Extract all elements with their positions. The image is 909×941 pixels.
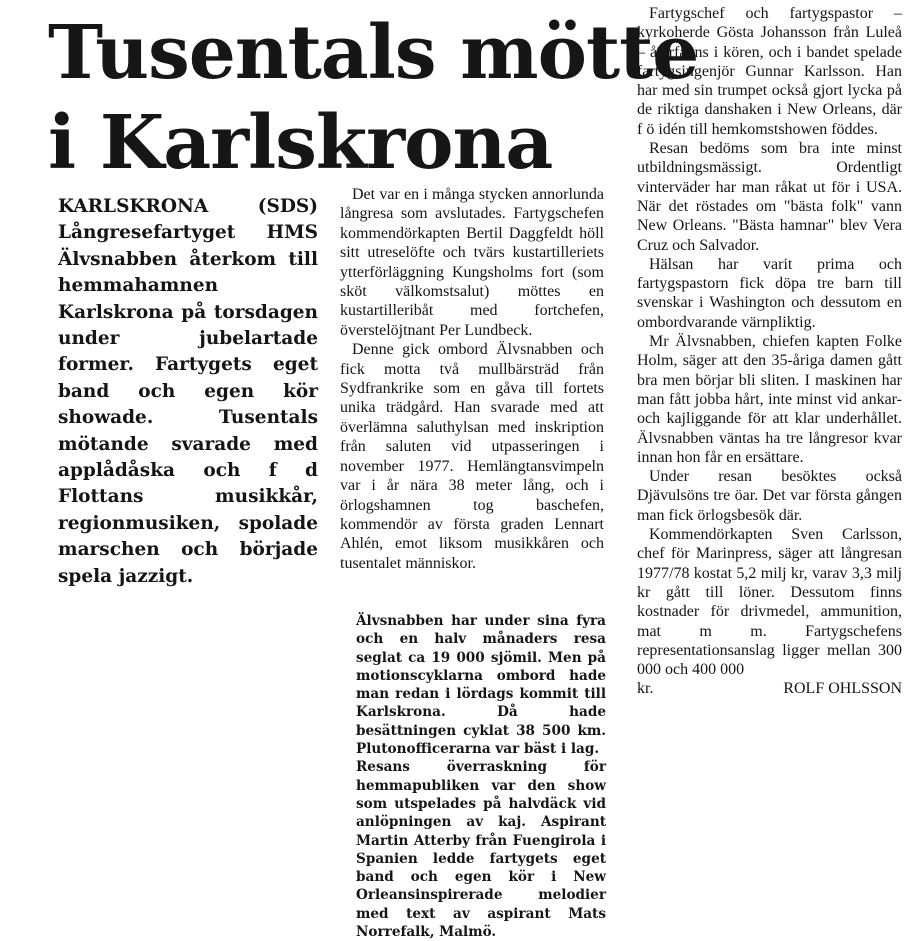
closing-line: [637, 679, 902, 698]
headline-line-2: i Karlskrona: [48, 100, 553, 186]
article-paragraph: Fartygschef och fartygspastor – kyrkoherde Gösta Johansson från Luleå – återfanns i kören, och i bandet spelade fartygsingenjör Gunnar Karlsson. Han har med sin trumpet också gjort lycka på de riktiga danshaken i New Orleans, där f ö idén till hemkomstshowen föddes.: [637, 5, 902, 138]
fact-box-paragraph: Resans överraskning för hemmapubliken var den show som utspelades på halvdäck vid anlöpningen av kaj. Aspirant Martin Atterby från Fuengirola i Spanien ledde fartygets eget band och egen kör i New Orleansinspirerade melodier med text av aspirant Mats Norrefalk, Malmö.: [356, 759, 606, 941]
fact-box: [356, 612, 606, 941]
fact-box-paragraph: Älvsnabben har under sina fyra och en halv månaders resa seglat ca 19 000 sjömil. Men på motionscyklarna ombord hade man redan i lördags kommit till Karlskrona. Då hade besättningen cyklat 38 500 km. Plutonofficerarna var bäst i lag.: [356, 613, 606, 758]
lead-paragraph: [58, 194, 318, 590]
article-column-right: [637, 4, 902, 699]
article-paragraph: Kommendörkapten Sven Carlsson, chef för Marinpress, säger att långresan 1977/78 kostat 5,2 milj kr, varav 3,3 milj kr gått till löner. Dessutom finns kostnader för drivmedel, ammunition, mat m m. Fartygschefens representationsanslag ligger mellan 300 000 och 400 000: [637, 526, 902, 679]
headline: [48, 8, 699, 188]
article-column-middle: [340, 185, 604, 573]
headline-line-1: Tusentals mötte: [48, 10, 699, 96]
article-paragraph: Det var en i många stycken annorlunda långresa som avslutades. Fartygschefen kommendörkapten Bertil Daggfeldt höll sitt utreselöfte och tvärs kustartilleriets ytterförläggning Kungsholms fort (som sköt välkomstsalut) möttes en kustartilleribåt med fortchefen, överstelöjtnant Per Lundbeck.: [340, 186, 604, 339]
byline: ROLF OHLSSON: [783, 680, 902, 698]
article-paragraph: Mr Älvsnabben, chiefen kapten Folke Holm, säger att den 35-åriga damen gått bra men börjar bli sliten. I maskinen har man fått jobba hårt, inte minst vid ankar- och kajliggande för att klar underhållet. Älvsnabben väntas ha tre långresor kvar innan hon får en ersättare.: [637, 333, 902, 466]
article-paragraph: Denne gick ombord Älvsnabben och fick motta två mullbärsträd från Sydfrankrike som en gåva till fortets unika trädgård. Han svarade med att överlämna saluthylsan med inskription från saluten vid utpasseringen i november 1977. Hemlängtansvimpeln var i år nära 38 meter lång, och i örlogshamnen tog baschefen, kommendör av första graden Lennart Ahlén, emot liksom musikkåren och tusentalet människor.: [340, 341, 604, 572]
final-word: kr.: [637, 680, 654, 698]
lead-text: Långresefartyget HMS Älvsnabben återkom till hemmahamnen Karlskrona på torsdagen under jubelartade former. Fartygets eget band och egen kör showade. Tusentals mötande svarade med applådåska och f d Flottans musikkår, regionmusiken, spolade marschen och började spela jazzigt.: [58, 222, 318, 587]
article-paragraph: Hälsan har varit prima och fartygspastorn fick döpa tre barn till svenskar i Washington och dessutom en ombordvarande värnpliktig.: [637, 255, 902, 331]
dateline: KARLSKRONA (SDS): [58, 196, 318, 217]
article-paragraph: Resan bedöms som bra inte minst utbildningsmässigt. Ordentligt vinterväder har man råkat ut för i USA. När det röstades om "bästa folk" vann New Orleans. "Bästa hamnar" blev Vera Cruz och Salvador.: [637, 140, 902, 254]
article-paragraph: Under resan besöktes också Djävulsöns tre öar. Det var första gången man fick örlogsbesök där.: [637, 468, 902, 524]
